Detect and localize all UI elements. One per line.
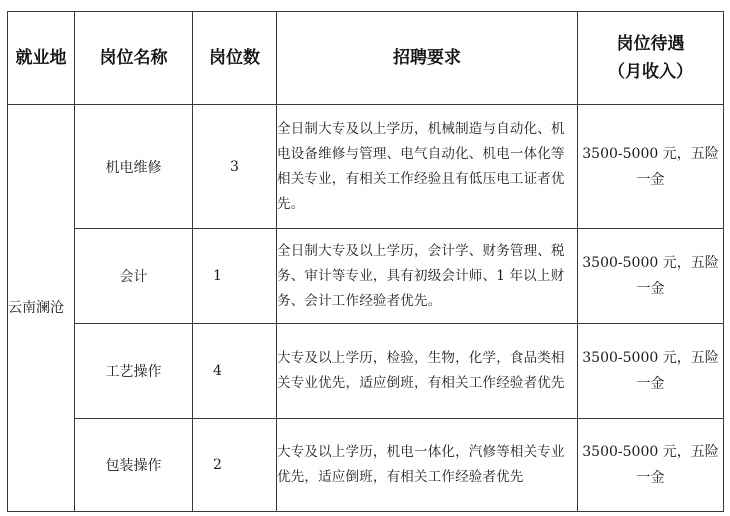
position-cell: 工艺操作 [75,324,193,419]
requirements-cell: 全日制大专及以上学历，机械制造与自动化、机电设备维修与管理、电气自动化、机电一体化等相关专业，有相关工作经验且有低压电工证者优先。 [277,105,578,229]
table-row [8,419,724,512]
header-pay: 岗位待遇 （月收入） [578,12,724,105]
pay-cell: 3500-5000 元，五险一金 [578,105,724,229]
table-header-row [8,12,724,105]
header-position: 岗位名称 [75,12,193,105]
position-cell: 会计 [75,229,193,324]
count-cell: 1 [193,229,277,324]
requirements-cell: 全日制大专及以上学历，会计学、财务管理、税务、审计等专业，具有初级会计师、1 年以上财务、会计工作经验者优先。 [277,229,578,324]
header-location: 就业地 [8,12,75,105]
count-cell: 4 [193,324,277,419]
header-requirements: 招聘要求 [277,12,578,105]
requirements-cell: 大专及以上学历，检验，生物，化学，食品类相关专业优先，适应倒班，有相关工作经验者优先 [277,324,578,419]
table-row [8,324,724,419]
count-cell: 3 [193,105,277,229]
pay-cell: 3500-5000 元，五险一金 [578,324,724,419]
pay-cell: 3500-5000 元，五险一金 [578,419,724,512]
requirements-cell: 大专及以上学历，机电一体化，汽修等相关专业优先，适应倒班，有相关工作经验者优先 [277,419,578,512]
pay-cell: 3500-5000 元，五险一金 [578,229,724,324]
position-cell: 机电维修 [75,105,193,229]
recruitment-table [7,11,724,512]
header-count: 岗位数 [193,12,277,105]
position-cell: 包装操作 [75,419,193,512]
location-cell: 云南澜沧 [8,105,75,512]
table-row [8,229,724,324]
count-cell: 2 [193,419,277,512]
table-row [8,105,724,229]
